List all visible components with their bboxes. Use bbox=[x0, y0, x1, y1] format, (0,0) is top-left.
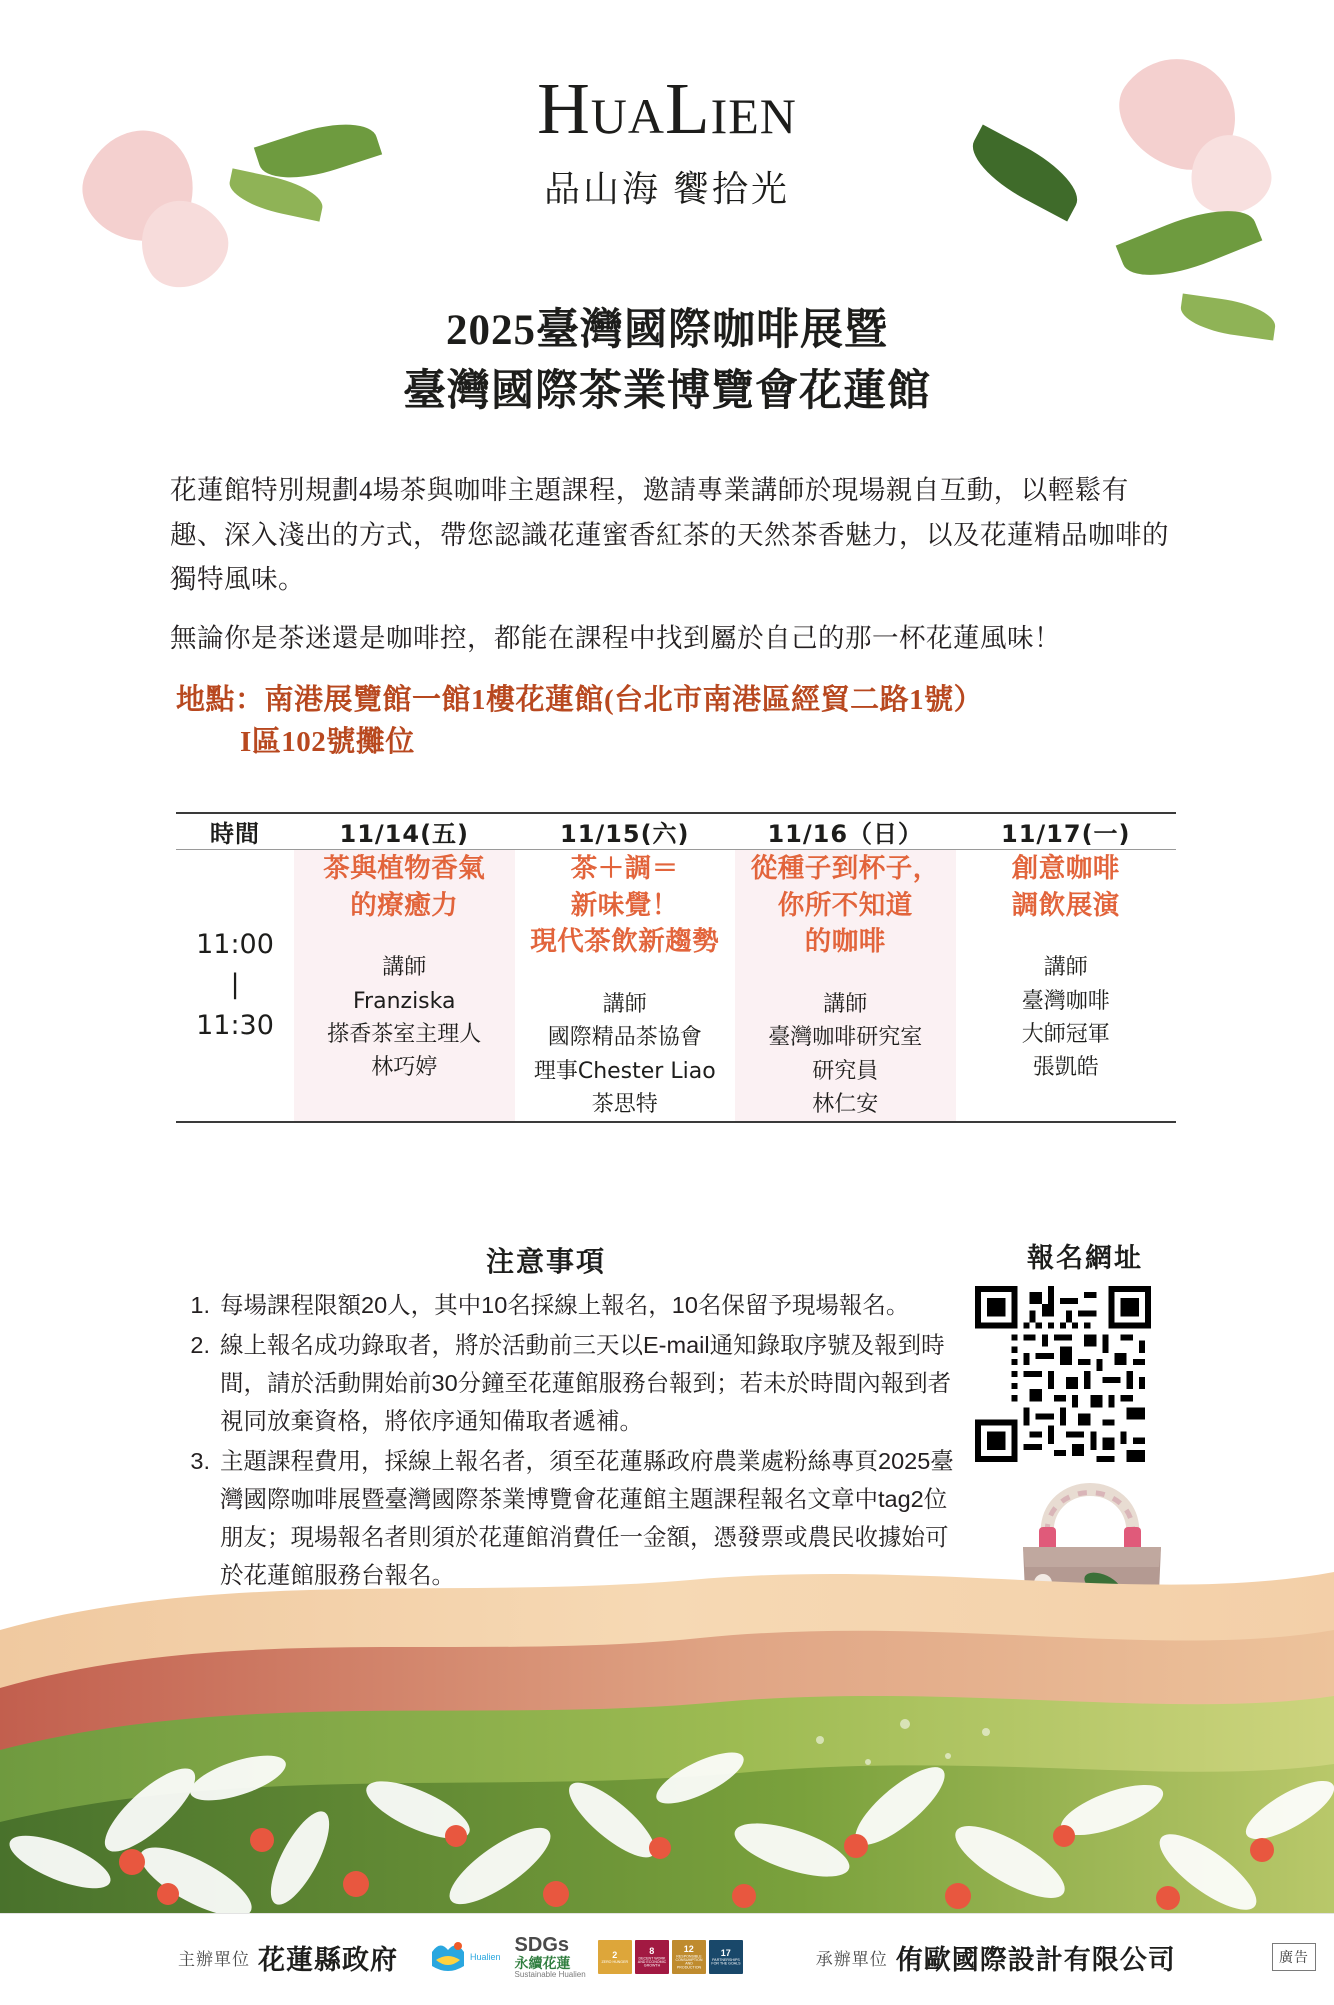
organizer-label: 承辦單位 bbox=[815, 1949, 888, 1969]
note-number: 3. bbox=[190, 1448, 210, 1475]
session-cell-2 bbox=[735, 850, 956, 1123]
sdgs-logo-zh: 永續花蓮 bbox=[514, 1954, 571, 1971]
schedule-header-day-2: 11/16（日） bbox=[735, 813, 956, 850]
sdg-badge-row bbox=[598, 1940, 746, 1974]
notes-title: 注意事項 bbox=[485, 1247, 606, 1278]
page-title-line2: 臺灣國際茶業博覽會花蓮館 bbox=[403, 368, 931, 416]
schedule-header-time: 時間 bbox=[176, 813, 294, 850]
sdg-badge-12: 12 RESPONSIBLE CONSUMPTION AND PRODUCTION bbox=[672, 1940, 706, 1974]
footer-bar bbox=[0, 1913, 1334, 2000]
schedule-table-wrapper bbox=[176, 812, 1176, 1123]
session-speaker-1: 講師 國際精品茶協會 理事Chester Liao 茶思特 bbox=[533, 991, 716, 1117]
intro-block bbox=[170, 468, 1170, 664]
sdgs-logo-main: SDGs bbox=[514, 1933, 569, 1956]
venue-block bbox=[176, 679, 1216, 763]
venue-line-1: 地點：南港展覽館一館1樓花蓮館(台北市南港區經貿二路1號） bbox=[176, 684, 984, 716]
intro-paragraph-2: 無論你是茶迷還是咖啡控，都能在課程中找到屬於自己的那一杯花蓮風味！ bbox=[170, 622, 1061, 653]
note-number: 1. bbox=[190, 1292, 210, 1318]
host-name: 花蓮縣政府 bbox=[258, 1944, 398, 1975]
venue-line-2: I區102號攤位 bbox=[240, 726, 415, 759]
hualien-logo-text: Hualien bbox=[470, 1952, 501, 1962]
ad-label: 廣告 bbox=[1272, 1943, 1316, 1971]
note-item bbox=[176, 1286, 956, 1324]
page-title-line1: 2025臺灣國際咖啡展暨 bbox=[446, 307, 888, 354]
note-text: 線上報名成功錄取者，將於活動前三天以E-mail通知錄取序號及報到時間，請於活動開始前30分鐘至花蓮館服務台報到；若未於時間內報到者視同放棄資格，將依序通知備取者遞補。 bbox=[220, 1332, 952, 1435]
sdgs-logo-en: Sustainable Hualien bbox=[514, 1969, 586, 1979]
brand-wordmark: HUALIEN bbox=[537, 68, 797, 149]
time-separator: | bbox=[230, 969, 240, 1001]
sdg-badge-2: 2 ZERO HUNGER bbox=[598, 1940, 632, 1974]
hualien-logo-icon bbox=[428, 1936, 468, 1978]
session-cell-1 bbox=[515, 850, 736, 1123]
schedule-header-day-1: 11/15(六) bbox=[515, 813, 736, 850]
sdgs-logo bbox=[515, 1935, 586, 1979]
host-label: 主辦單位 bbox=[178, 1949, 250, 1969]
schedule-header-day-0: 11/14(五) bbox=[294, 813, 515, 850]
session-speaker-3: 講師 臺灣咖啡 大師冠軍 張凱皓 bbox=[1021, 955, 1110, 1081]
note-text: 主題課程費用，採線上報名者，須至花蓮縣政府農業處粉絲專頁2025臺灣國際咖啡展暨臺灣國際茶業博覽會花蓮館主題課程報名文章中tag2位朋友；現場報名者則須於花蓮館消費任一金額，憑發票或農民收據始可於花蓮館服務台報名。 bbox=[220, 1448, 954, 1589]
time-end: 11:30 bbox=[196, 1009, 274, 1041]
qr-title: 報名網址 bbox=[1027, 1243, 1143, 1273]
hualien-logo bbox=[428, 1936, 501, 1978]
session-title-0: 茶與植物香氣 的療癒力 bbox=[323, 853, 486, 920]
session-cell-3 bbox=[956, 850, 1177, 1123]
schedule-time-slot bbox=[176, 850, 294, 1123]
session-speaker-2: 講師 臺灣咖啡研究室 研究員 林仁安 bbox=[768, 991, 923, 1117]
brand-header bbox=[0, 68, 1334, 212]
note-text: 每場課程限額20人，其中10名採線上報名，10名保留予現場報名。 bbox=[220, 1292, 910, 1318]
sdg-badge-8: 8 DECENT WORK AND ECONOMIC GROWTH bbox=[635, 1940, 669, 1974]
schedule-table bbox=[176, 812, 1176, 1123]
note-number: 2. bbox=[190, 1332, 210, 1359]
schedule-header-day-3: 11/17(一) bbox=[956, 813, 1177, 850]
organizer-name: 侑歐國際設計有限公司 bbox=[895, 1944, 1176, 1975]
page-title bbox=[0, 300, 1334, 422]
session-title-1: 茶＋調＝ 新味覺！ 現代茶飲新趨勢 bbox=[530, 853, 720, 957]
session-title-3: 創意咖啡 調飲展演 bbox=[1011, 853, 1120, 920]
time-start: 11:00 bbox=[196, 928, 274, 960]
session-title-2: 從種子到杯子， 你所不知道 的咖啡 bbox=[750, 853, 940, 957]
session-speaker-0: 講師 Franziska 搽香茶室主理人 林巧婷 bbox=[327, 955, 482, 1081]
session-cell-0 bbox=[294, 850, 515, 1123]
intro-paragraph-1: 花蓮館特別規劃4場茶與咖啡主題課程，邀請專業講師於現場親自互動，以輕鬆有趣、深入淺出的方式，帶您認識花蓮蜜香紅茶的天然茶香魅力，以及花蓮精品咖啡的獨特風味。 bbox=[170, 475, 1169, 595]
sdg-badge-17: 17 PARTNERSHIPS FOR THE GOALS bbox=[709, 1940, 743, 1974]
note-item bbox=[176, 1326, 956, 1440]
brand-subtitle: 品山海 饗拾光 bbox=[543, 169, 790, 209]
